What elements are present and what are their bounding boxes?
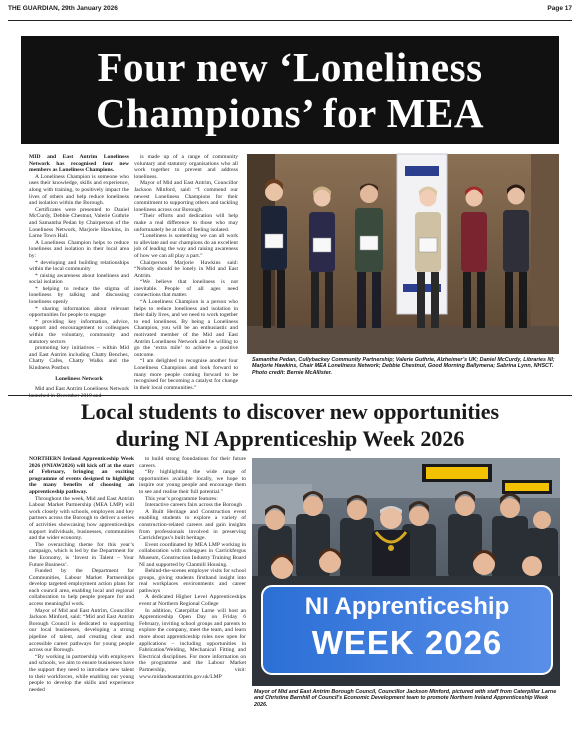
paragraph: “By highlighting the wide range of opportunities available locally, we hope to inspire our young people and encourage them to see and realise their full potential.” — [139, 469, 246, 495]
paragraph: The overarching theme for this year’s campaign, which is led by the Department for the Economy, is ‘Invest in Talent – Your Future Business’. — [29, 541, 134, 568]
story1-headline-line2: Champions’ for MEA — [96, 90, 484, 136]
paragraph: “A Loneliness Champion is a person who helps to reduce loneliness and isolation in their daily lives, and we need to work together to end loneliness. By being a Loneliness Champion, you will be an enthusiastic and motivated member of the Mid and East Antrim Loneliness Network and be willing to go the ‘extra mile’ to achieve a positive outcome. — [134, 299, 238, 358]
paragraph: Event coordinated by MEA LMP working in collaboration with colleagues in Carrickfergus Museum, Construction Industry Training Board NI and supported by Clanmill Housing. — [139, 541, 246, 568]
masthead — [8, 5, 572, 19]
paragraph: Certificates were presented to Daniel McCurdy, Debbie Chestnut, Valerie Guthrie and Samantha Pedan by Chairperson of the Loneliness Network, Marjorie Hawkins, in Larne Town Hall. — [29, 206, 129, 240]
story2-photo-caption: Mayor of Mid and East Antrim Borough Council, Councillor Jackson Minford, pictured with staff from Caterpillar Larne and Christine Barnhill of Council’s Economic Development team to promote Northern Ireland Apprenticeship Week 2026. — [254, 689, 557, 708]
story1-column-1 — [29, 154, 129, 394]
apprenticeship-sign-week: WEEK 2026 — [311, 624, 503, 661]
story-divider — [8, 395, 572, 396]
paragraph: A Built Heritage and Construction event enabling students to explore a variety of construction-related careers and gain insights from professionals involved in preserving Carrickfergus’s built heritage. — [139, 508, 246, 542]
paragraph: “By working in partnership with employers and schools, we aim to ensure businesses have the support they need to introduce new talent to their workforces, while enabling our young people to develop the skills and experience needed — [29, 653, 134, 693]
paragraph: “Loneliness is something we can all work to alleviate and our champions do an excellent job of leading the way and raising awareness of how we can all play a part.” — [134, 233, 238, 259]
page-number: Page 17 — [547, 5, 572, 12]
story1-photo-caption: Samantha Pedan, Cullybackey Community Partnership; Valerie Guthrie, Alzheimer’s UK; Daniel McCurdy, Libraries NI; Marjorie Hawkins, Chair MEA Loneliness Network; Debbie Chestnut, Good Morning Ballymena; Sabrina Lynn, NHSCT. Photo credit: Bernie McAllister. — [252, 357, 555, 376]
paragraph: * providing key information, advice, support and encouragement to colleagues within the voluntary, community and statutory sectors — [29, 318, 129, 345]
paragraph: to build strong foundations for their future careers. — [139, 456, 246, 469]
paragraph: promoting key initiatives – within Mid and East Antrim including Chatty Benches, Chatty Cafes, Chatty Walks and the Kindness Postbox — [29, 345, 129, 371]
paragraph: A Loneliness Champion is someone who uses their knowledge, skills and experience, along with training, to positively impact the lives of others and help reduce loneliness and isolation within the Borough. — [29, 173, 129, 207]
story2-column-2 — [139, 456, 246, 732]
story2-photo — [252, 458, 560, 686]
publication-date: THE GUARDIAN, 29th January 2026 — [8, 5, 118, 12]
story2-headline — [21, 398, 559, 452]
story1-headline-line1: Four new ‘Loneliness — [97, 44, 483, 90]
paragraph: In addition, Caterpillar Larne will host an Apprenticeship Open Day on Friday 6 February, inviting school groups and parents to explore the company, meet the team, and learn more about apprenticeship roles now open for applications – including opportunities in Fabrication/Welding, Mechanical Fitting and Electrical disciplines. For more information on the programme and the Labour Market Partnership, visit: www.midandeastantrim.gov.uk/LMP — [139, 607, 246, 680]
paragraph: is made up of a range of community voluntary and statutory organisations who all work together to prevent and address loneliness. — [134, 154, 238, 180]
story1-photo — [247, 154, 559, 354]
paragraph: * developing and building relationships within the local community — [29, 259, 129, 273]
paragraph: Funded by the Department for Communities, Labour Market Partnerships develop targeted employment action plans for each council area, enabling local and regional collaboration to help people prepare for and access meaningful work. — [29, 568, 134, 608]
paragraph: NORTHERN Ireland Apprenticeship Week 2026 (#NIAW2026) will kick off at the start of February, bringing an exciting programme of events designed to highlight the many benefits of choosing an apprenticeship pathway. — [29, 456, 134, 495]
paragraph: * helping to reduce the stigma of loneliness by talking and discussing loneliness openly — [29, 285, 129, 306]
story1-column-2 — [134, 154, 238, 394]
paragraph: Mid and East Antrim Loneliness Network — [35, 386, 129, 393]
paragraph: Loneliness Network — [55, 375, 103, 382]
paragraph: A dedicated Higher Level Apprenticeships event at Northern Regional College — [139, 594, 246, 608]
paragraph: “We believe that loneliness is not inevitable. People of all ages need connections that matter. — [134, 279, 238, 299]
paragraph: MID and East Antrim Loneliness Network has recognised four new members as Loneliness Champions. — [29, 154, 129, 174]
story2-headline-line2: during NI Apprenticeship Week 2026 — [115, 426, 465, 451]
paragraph: A Loneliness Champion helps to reduce loneliness and isolation in their local area by: — [29, 239, 129, 259]
paragraph: Chairperson Marjorie Hawkins said: “Nobody should be lonely in Mid and East Antrim. — [134, 259, 238, 279]
paragraph: Interactive careers fairs across the Borough — [145, 502, 243, 509]
paragraph: “Their efforts and dedication will help make a real difference to those who may unfortunately be at risk of feeling isolated. — [134, 213, 238, 233]
paragraph: * raising awareness about loneliness and social isolation — [29, 272, 129, 286]
apprenticeship-sign-title: NI Apprenticeship — [304, 593, 510, 620]
paragraph: “I am delighted to recognise another four Loneliness Champions and look forward to many more people coming forward to be recognised for becoming a catalyst for change in their local communities.” — [134, 358, 238, 391]
paragraph: Behind-the-scenes employer visits for school groups, giving students firsthand insight into real workplaces environments and career pathways — [139, 568, 246, 594]
masthead-rule — [8, 20, 572, 21]
story1-headline-banner — [21, 36, 559, 144]
story2-column-1 — [29, 456, 134, 732]
paragraph: * sharing information about relevant opportunities for people to engage — [29, 305, 129, 319]
paragraph: Mayor of Mid and East Antrim, Councillor Jackson Minford, said: “Mid and East Antrim Borough Council is dedicated to supporting our local businesses, developing a strong pipeline of talent, and creating clear and accessible career pathways for young people across our Borough. — [29, 607, 134, 654]
story2-headline-line1: Local students to discover new opportunities — [80, 399, 500, 424]
paragraph: Throughout the week, Mid and East Antrim Labour Market Partnership (MEA LMP) will work closely with schools, employers and key partners across the Borough to deliver a series of activities showcasing how apprenticeships support individuals, businesses, communities and the wider economy. — [29, 495, 134, 542]
paragraph: This year’s programme features: — [145, 495, 218, 502]
paragraph: Mayor of Mid and East Antrim, Councillor Jackson Minford, said: “I commend our newest Loneliness Champions for their commitment to supporting others and tackling loneliness across our Borough. — [134, 180, 238, 213]
